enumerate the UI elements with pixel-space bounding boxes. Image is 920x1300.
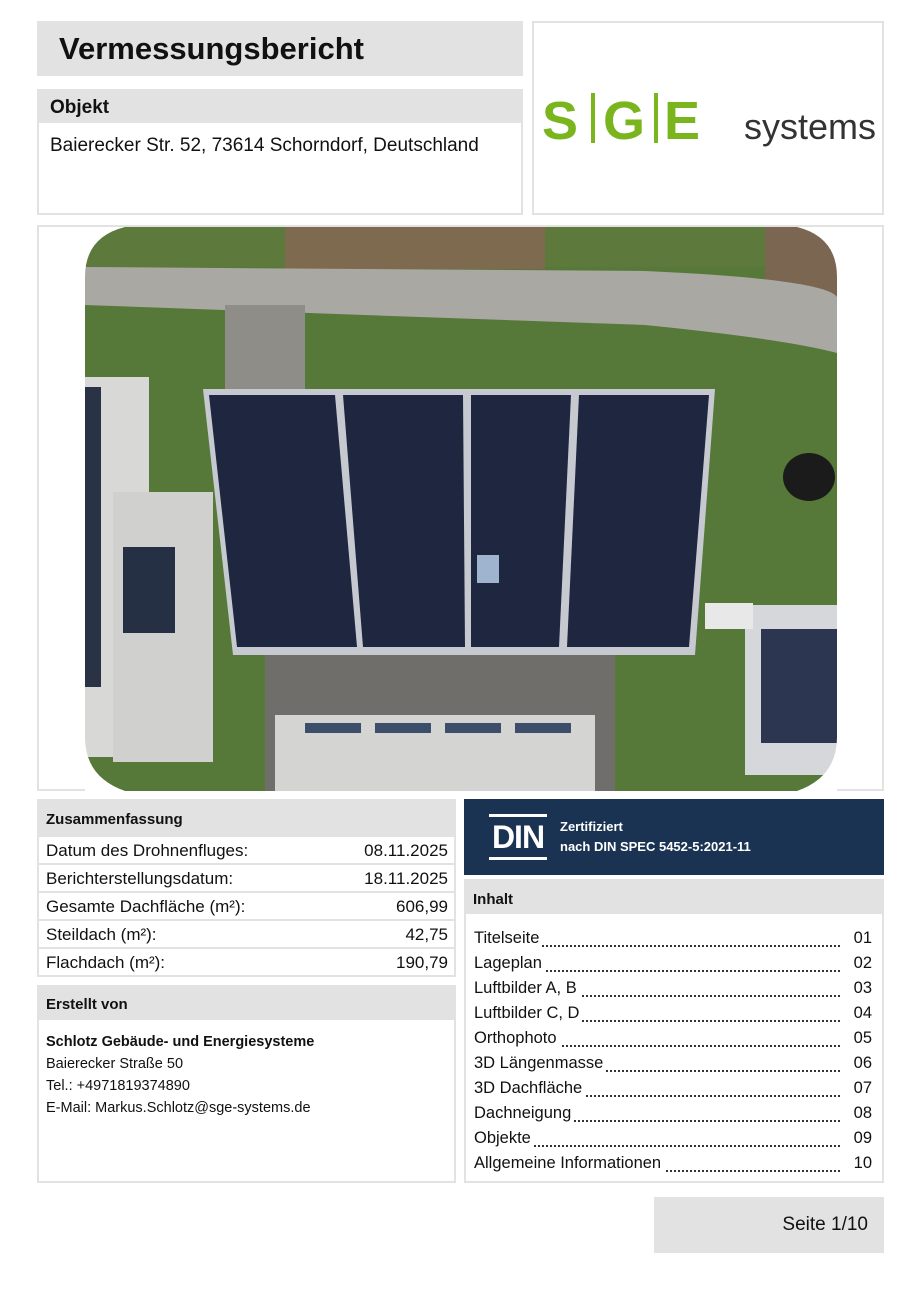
din-logo-text: DIN bbox=[491, 819, 545, 855]
toc-item[interactable] bbox=[474, 1104, 872, 1129]
toc-item[interactable] bbox=[474, 1129, 872, 1154]
summary-key: Datum des Drohnenfluges: bbox=[46, 841, 249, 860]
aerial-photo-frame bbox=[37, 225, 884, 791]
summary-row bbox=[39, 863, 454, 893]
author-phone: Tel.: +4971819374890 bbox=[46, 1078, 190, 1094]
toc-item[interactable] bbox=[474, 979, 872, 1004]
summary-row bbox=[39, 891, 454, 921]
logo-letter-g: G bbox=[603, 91, 646, 151]
summary-key: Berichterstellungsdatum: bbox=[46, 869, 234, 888]
toc-label: 3D Längenmasse bbox=[474, 1054, 606, 1073]
summary-value: 42,75 bbox=[405, 925, 448, 944]
toc-heading: Inhalt bbox=[466, 881, 882, 914]
summary-heading: Zusammenfassung bbox=[39, 801, 454, 835]
toc-label: Luftbilder A, B bbox=[474, 979, 580, 998]
summary-row bbox=[39, 947, 454, 977]
page-number: Seite 1/10 bbox=[782, 1214, 868, 1235]
toc-label: Orthophoto bbox=[474, 1029, 560, 1048]
summary-value: 08.11.2025 bbox=[364, 841, 448, 860]
author-company: Schlotz Gebäude- und Energiesysteme bbox=[46, 1034, 315, 1050]
summary-value: 18.11.2025 bbox=[364, 869, 448, 888]
drone-aerial-roof-photo-icon bbox=[85, 227, 837, 791]
author-email: E-Mail: Markus.Schlotz@sge-systems.de bbox=[46, 1100, 311, 1116]
objekt-panel bbox=[37, 89, 523, 215]
toc-item[interactable] bbox=[474, 1054, 872, 1079]
din-certification-badge bbox=[464, 799, 884, 875]
summary-row bbox=[39, 919, 454, 949]
toc-page: 07 bbox=[853, 1079, 872, 1097]
toc-page: 05 bbox=[853, 1029, 872, 1047]
toc-label: 3D Dachfläche bbox=[474, 1079, 585, 1098]
author-panel bbox=[37, 985, 456, 1183]
summary-value: 606,99 bbox=[396, 897, 448, 916]
toc-label: Luftbilder C, D bbox=[474, 1004, 582, 1023]
toc-page: 03 bbox=[853, 979, 872, 997]
toc-label: Allgemeine Informationen bbox=[474, 1154, 664, 1173]
toc-item[interactable] bbox=[474, 1029, 872, 1054]
summary-key: Gesamte Dachfläche (m²): bbox=[46, 897, 246, 916]
toc-page: 09 bbox=[853, 1129, 872, 1147]
toc-page: 08 bbox=[853, 1104, 872, 1122]
objekt-heading: Objekt bbox=[39, 91, 521, 123]
toc-item[interactable] bbox=[474, 954, 872, 979]
logo-word: systems bbox=[744, 106, 877, 147]
toc-label: Dachneigung bbox=[474, 1104, 574, 1123]
din-line-2: nach DIN SPEC 5452-5:2021-11 bbox=[560, 839, 751, 854]
toc-page: 10 bbox=[853, 1154, 872, 1172]
summary-panel bbox=[37, 799, 456, 977]
toc-page: 02 bbox=[853, 954, 872, 972]
toc-page: 01 bbox=[853, 929, 872, 947]
summary-key: Flachdach (m²): bbox=[46, 953, 166, 972]
summary-value: 190,79 bbox=[396, 953, 448, 972]
toc-item[interactable] bbox=[474, 1079, 872, 1104]
toc-label: Objekte bbox=[474, 1129, 534, 1148]
toc-item[interactable] bbox=[474, 1154, 872, 1179]
objekt-address: Baierecker Str. 52, 73614 Schorndorf, Deutschland bbox=[50, 135, 479, 156]
summary-key: Steildach (m²): bbox=[46, 925, 157, 944]
din-line-1: Zertifiziert bbox=[560, 819, 623, 834]
din-logo-icon bbox=[489, 814, 547, 860]
summary-row bbox=[39, 835, 454, 865]
toc-item[interactable] bbox=[474, 1004, 872, 1029]
author-heading: Erstellt von bbox=[39, 987, 454, 1020]
toc-label: Titelseite bbox=[474, 929, 542, 948]
report-title: Vermessungsbericht bbox=[59, 31, 364, 66]
logo-letter-e: E bbox=[664, 91, 701, 151]
toc-page: 06 bbox=[853, 1054, 872, 1072]
author-street: Baierecker Straße 50 bbox=[46, 1056, 184, 1072]
page-number-badge bbox=[654, 1197, 884, 1253]
logo-letter-s: S bbox=[542, 91, 579, 151]
report-title-bar bbox=[37, 21, 523, 76]
sge-systems-logo bbox=[532, 21, 884, 215]
toc-label: Lageplan bbox=[474, 954, 545, 973]
logo-graphic bbox=[534, 23, 882, 213]
toc-item[interactable] bbox=[474, 929, 872, 954]
table-of-contents bbox=[464, 879, 884, 1183]
toc-page: 04 bbox=[853, 1004, 872, 1022]
